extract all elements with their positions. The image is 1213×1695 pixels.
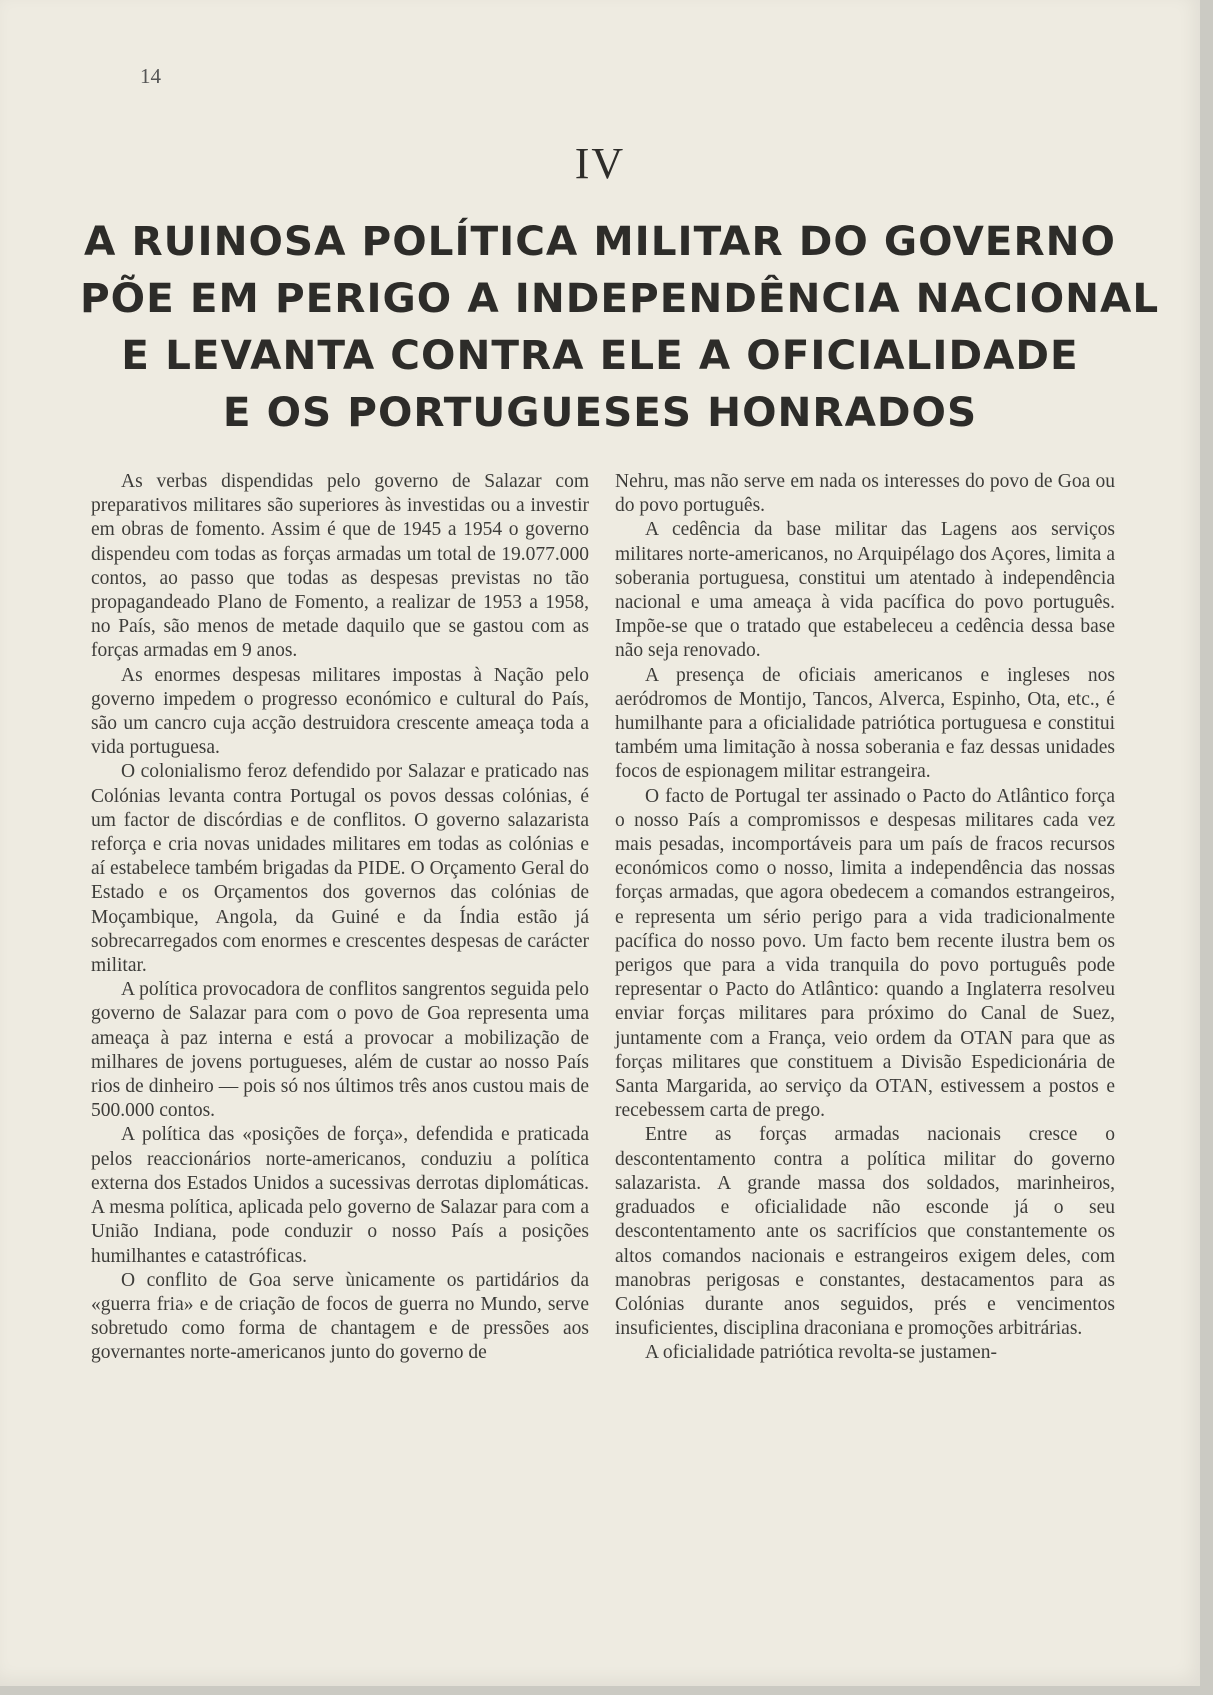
paragraph: As enormes despesas militares impostas à Nação pelo governo impedem o progresso económico e cultural do País, são um cancro cuja acção destruidora crescente ameaça toda a vida portuguesa.	[91, 664, 589, 759]
paragraph: As verbas dispendidas pelo governo de Salazar com preparativos militares são superiores às investidas ou a investir em obras de fomento. Assim é que de 1945 a 1954 o governo dispendeu com todas as forças armadas um total de 19.077.000 contos, ao passo que todas as despesas previstas no tão propagandeado Plano de Fomento, a realizar de 1953 a 1958, no País, são menos de metade daquilo que se gastou com as forças armadas em 9 anos.	[91, 471, 589, 662]
left-text-column	[91, 470, 589, 1366]
headline-line: PÕE EM PERIGO A INDEPENDÊNCIA NACIONAL	[80, 274, 1160, 322]
paragraph: O colonialismo feroz defendido por Salazar e praticado nas Colónias levanta contra Portugal os povos dessas colónias, é um factor de discórdias e de conflitos. O governo salazarista reforça e cria novas unidades militares em todas as colónias e aí estabelece também brigadas da PIDE. O Orçamento Geral do Estado e os Orçamentos dos governos das colónias de Moçambique, Angola, da Guiné e da Índia estão já sobrecarregados com enormes e crescentes despesas de carácter militar.	[91, 761, 589, 977]
paragraph: O conflito de Goa serve ùnicamente os partidários da «guerra fria» e de criação de focos de guerra no Mundo, serve sobretudo como forma de chantagem e de pressões aos governantes norte-americanos junto do governo de	[91, 1269, 589, 1364]
paragraph: A política provocadora de conflitos sangrentos seguida pelo governo de Salazar para com o povo de Goa representa uma ameaça à paz interna e está a provocar a mobilização de milhares de jovens portugueses, além de custar ao nosso País rios de dinheiro — pois só nos últimos três anos custou mais de 500.000 contos.	[91, 979, 589, 1122]
headline-line: E LEVANTA CONTRA ELE A OFICIALIDADE	[121, 331, 1079, 379]
paragraph: A oficialidade patriótica revolta-se justamen-	[645, 1342, 997, 1364]
paragraph: Entre as forças armadas nacionais cresce o descontentamento contra a política militar do governo salazarista. A grande massa dos soldados, marinheiros, graduados e oficialidade não esconde já o seu descontentamento ante os sacrifícios que constantemente os altos comandos nacionais e estrangeiros exigem deles, com manobras perigosas e constantes, destacamentos para as Colónias durante anos seguidos, prés e vencimentos insuficientes, disciplina draconiana e promoções arbitrárias.	[615, 1124, 1115, 1340]
headline-line: A RUINOSA POLÍTICA MILITAR DO GOVERNO	[84, 217, 1116, 265]
paragraph: A presença de oficiais americanos e ingleses nos aeródromos de Montijo, Tancos, Alverca, Espinho, Ota, etc., é humilhante para a oficialidade patriótica portuguesa e constitui também uma limitação à nossa soberania e faz dessas unidades focos de espionagem militar estrangeira.	[615, 664, 1115, 783]
chapter-numeral: IV	[574, 139, 626, 188]
article-headline	[80, 213, 1160, 441]
right-text-column	[615, 470, 1115, 1366]
paragraph: O facto de Portugal ter assinado o Pacto do Atlântico força o nosso País a compromissos e despesas militares cada vez mais pesadas, incomportáveis para um país de fracos recursos económicos como o nosso, limita a independência das nossas forças armadas, que agora obedecem a comandos estrangeiros, e representa um sério perigo para a vida tradicionalmente pacífica do nosso povo. Um facto bem recente ilustra bem os perigos que para a vida tranquila do povo português pode representar o Pacto do Atlântico: quando a Inglaterra resolveu enviar forças militares para próximo do Canal de Suez, juntamente com a França, veio ordem da OTAN para que as forças militares que constituem a Divisão Espedicionária de Santa Margarida, ao serviço da OTAN, estivessem a postos e recebessem carta de prego.	[615, 785, 1115, 1122]
paragraph-continuation: Nehru, mas não serve em nada os interesses do povo de Goa ou do povo português.	[615, 471, 1115, 517]
page-number: 14	[140, 64, 161, 88]
headline-line: E OS PORTUGUESES HONRADOS	[222, 388, 978, 436]
paragraph: A cedência da base militar das Lagens aos serviços militares norte-americanos, no Arquipélago dos Açores, limita a soberania portuguesa, constitui um atentado à independência nacional e uma ameaça à vida pacífica do povo português. Impõe-se que o tratado que estabeleceu a cedência dessa base não seja renovado.	[615, 519, 1115, 662]
paragraph: A política das «posições de força», defendida e praticada pelos reaccionários norte-americanos, conduziu a política externa dos Estados Unidos a sucessivas derrotas diplomáticas. A mesma política, aplicada pelo governo de Salazar para com a União Indiana, pode conduzir o nosso País a posições humilhantes e catastróficas.	[91, 1124, 589, 1267]
